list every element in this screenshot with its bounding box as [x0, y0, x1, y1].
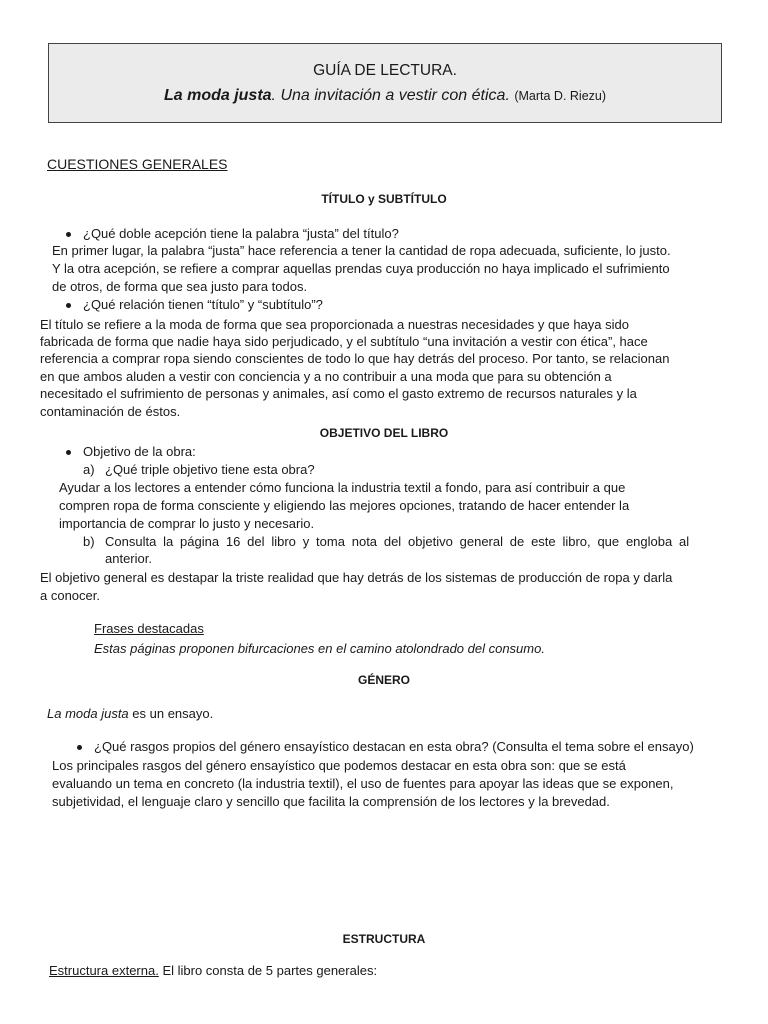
objective-a-answer-line: compren ropa de forma consciente y eligiendo las mejores opciones, tratando de hacer entender la	[59, 498, 630, 513]
objective-b-question-line: anterior.	[105, 551, 152, 566]
genero-statement-rest: es un ensayo.	[128, 706, 214, 721]
heading-titulo: TÍTULO y SUBTÍTULO	[321, 192, 447, 206]
objective-b-answer-line: a conocer.	[40, 588, 100, 603]
answer-1-line: En primer lugar, la palabra “justa” hace referencia a tener la cantidad de ropa adecuada, suficiente, lo justo.	[52, 243, 671, 258]
section-general-heading: CUESTIONES GENERALES	[47, 156, 228, 172]
genero-statement	[47, 706, 213, 721]
frases-quote: Estas páginas proponen bifurcaciones en el camino atolondrado del consumo.	[94, 641, 545, 656]
book-heading	[49, 87, 721, 105]
objective-b-answer-line: El objetivo general es destapar la triste realidad que hay detrás de los sistemas de producción de ropa y darla	[40, 570, 673, 585]
objective-b-marker: b)	[83, 534, 95, 549]
answer-1-line: de otros, de forma que sea justo para todos.	[52, 279, 308, 294]
answer-2-line: en que ambos aluden a vestir con conciencia y a no contribuir a una moda que para su obtención a	[40, 369, 612, 384]
heading-genero: GÉNERO	[357, 673, 410, 687]
heading-estructura: ESTRUCTURA	[342, 932, 426, 946]
objective-a-answer-line: Ayudar a los lectores a entender cómo funciona la industria textil a fondo, para así contribuir a que	[59, 480, 626, 495]
heading-objetivo: OBJETIVO DEL LIBRO	[319, 426, 449, 440]
genero-answer-line: Los principales rasgos del género ensayístico que podemos destacar en esta obra son: que se está	[52, 758, 626, 773]
question-2: ¿Qué relación tienen “título” y “subtítulo”?	[83, 297, 323, 312]
estructura-line	[49, 963, 377, 978]
answer-2-line: necesitado el sufrimiento de personas y animales, así como el gasto extremo de recursos naturales y la	[40, 386, 637, 401]
question-genero: ¿Qué rasgos propios del género ensayístico destacan en esta obra? (Consulta el tema sobre el ensayo)	[94, 739, 694, 754]
objective-a-answer-line: importancia de comprar lo justo y necesario.	[59, 516, 315, 531]
book-subtitle: . Una invitación a vestir con ética.	[271, 87, 510, 104]
answer-1-line: Y la otra acepción, se refiere a comprar aquellas prendas cuya producción no haya implicado el sufrimiento	[52, 261, 670, 276]
answer-2-line: El título se refiere a la moda de forma que sea proporcionada a nuestras necesidades y que haya sido	[40, 317, 629, 332]
guide-title: GUÍA DE LECTURA.	[313, 62, 457, 79]
objective-a-question: ¿Qué triple objetivo tiene esta obra?	[105, 462, 315, 477]
answer-2-line: referencia a comprar ropa siendo conscientes de todo lo que hay detrás del proceso. Por tanto, se relacionan	[40, 351, 670, 366]
book-title: La moda justa	[163, 87, 272, 104]
header-box	[48, 43, 722, 123]
frases-label: Frases destacadas	[94, 621, 204, 636]
genero-answer-line: subjetividad, el lenguaje claro y sencillo que facilita la comprensión de los lectores y la brevedad.	[52, 794, 610, 809]
answer-2-line: contaminación de éstos.	[40, 404, 181, 419]
genero-answer-line: evaluando un tema en concreto (la industria textil), el uso de fuentes para apoyar las ideas que se exponen,	[52, 776, 674, 791]
author: (Marta D. Riezu)	[514, 89, 607, 103]
answer-2-line: fabricada de forma que nadie haya sido perjudicado, y el subtítulo “una invitación a vestir con ética”, hace	[40, 334, 648, 349]
question-1: ¿Qué doble acepción tiene la palabra “justa” del título?	[83, 226, 399, 241]
estructura-text: El libro consta de 5 partes generales:	[158, 963, 378, 978]
estructura-label: Estructura externa.	[49, 963, 159, 978]
objective-a-marker: a)	[83, 462, 95, 477]
objective-b-question-line: Consulta la página 16 del libro y toma nota del objetivo general de este libro, que engloba al	[105, 534, 690, 549]
objective-bullet: Objetivo de la obra:	[83, 444, 196, 459]
genero-book-title: La moda justa	[47, 706, 129, 721]
